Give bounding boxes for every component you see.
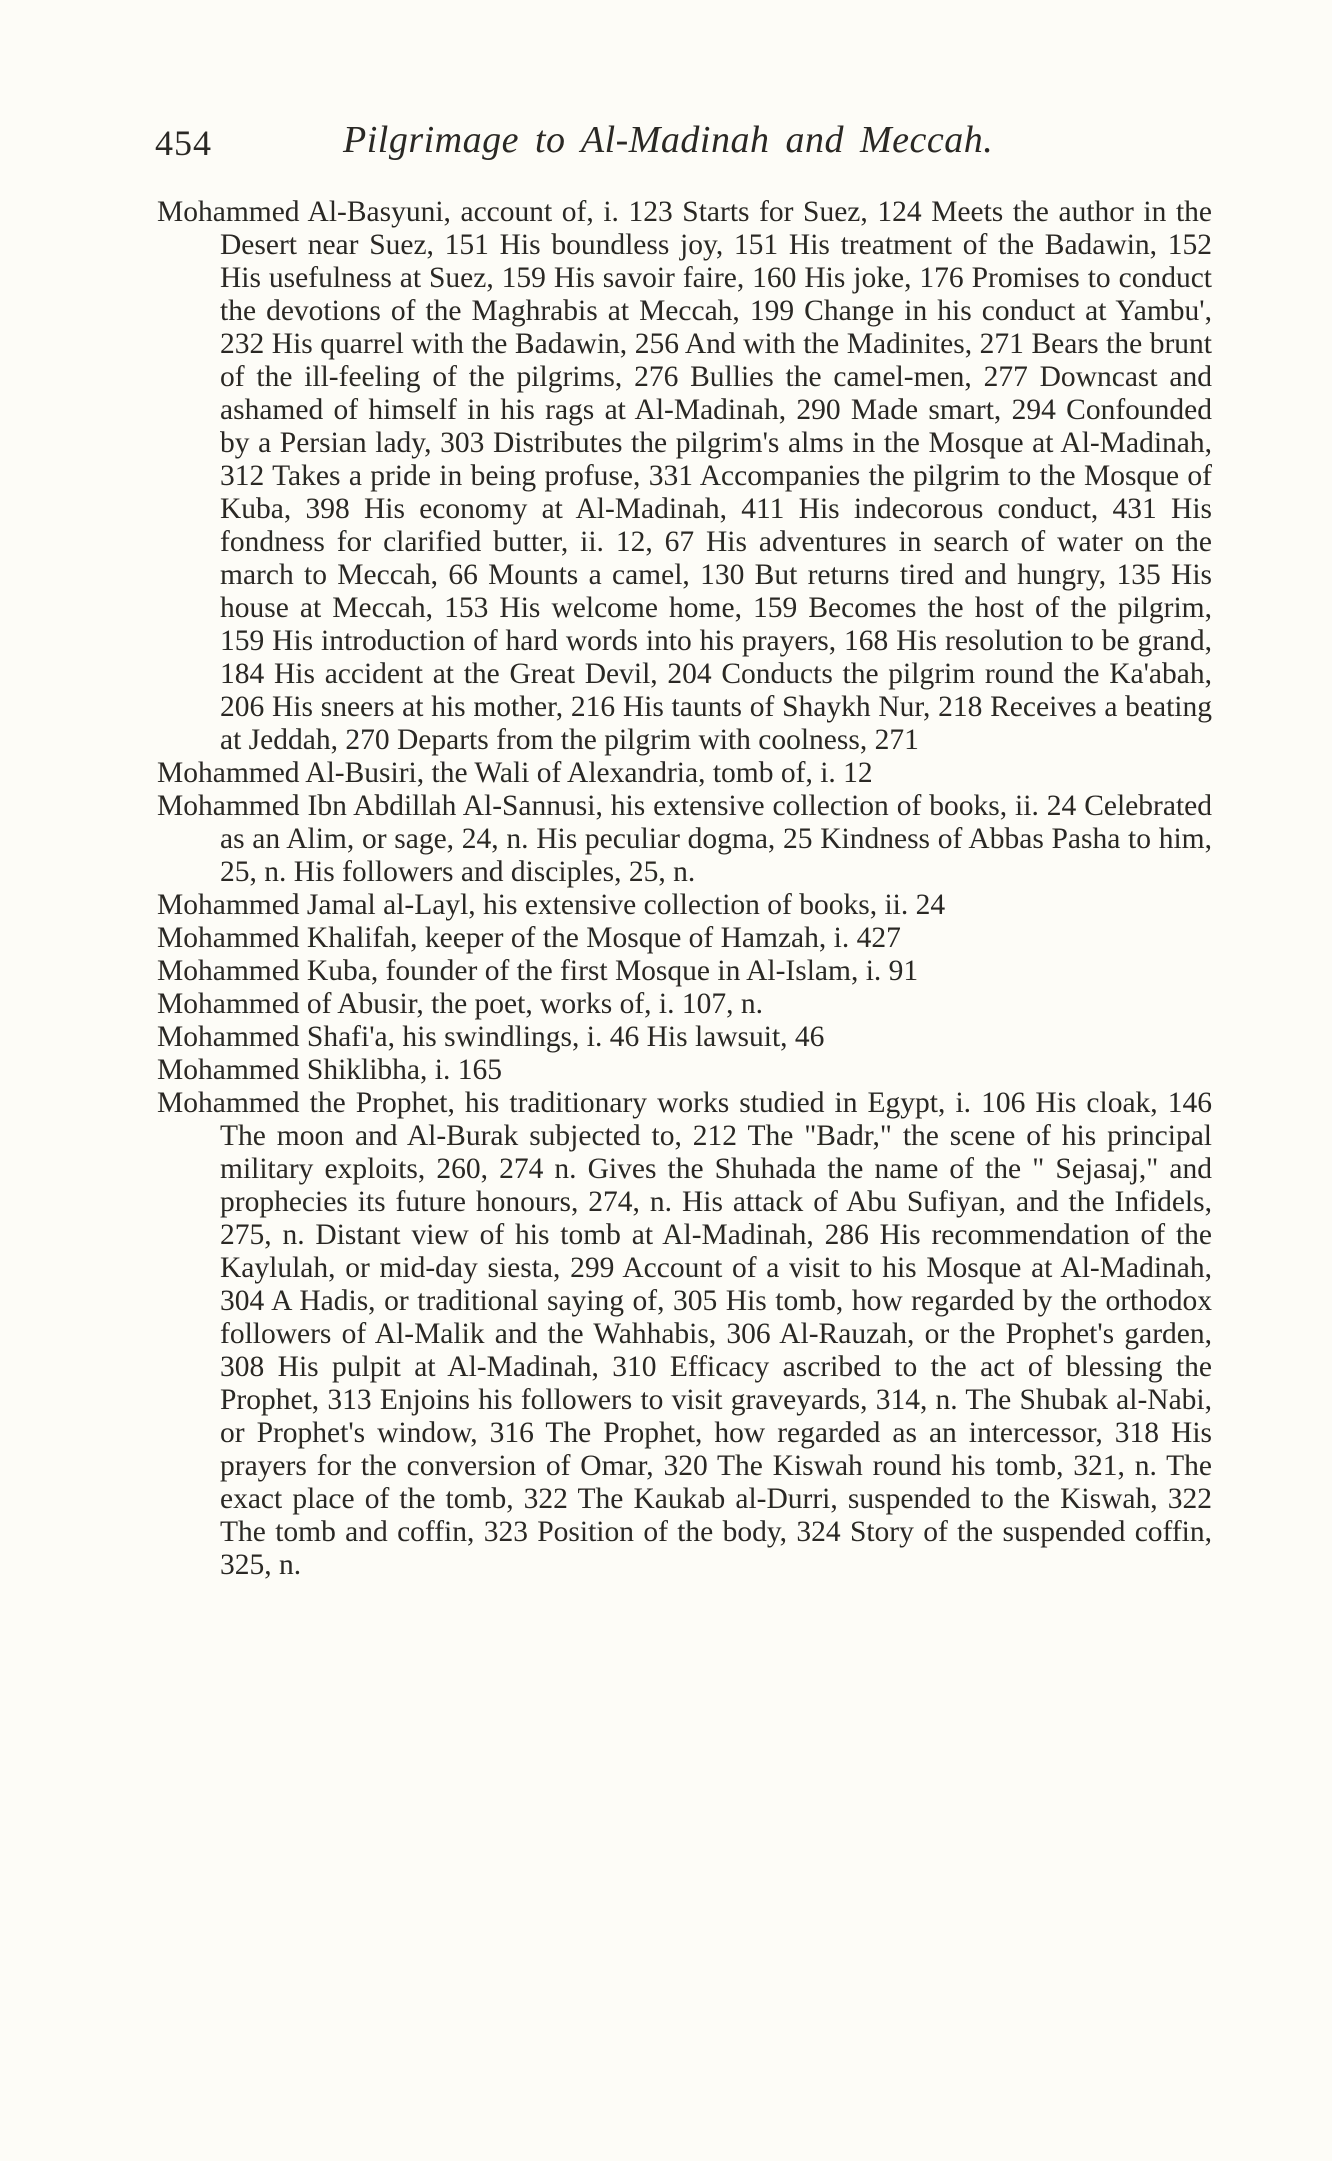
index-entry-shafia: Mohammed Shafi'a, his swindlings, i. 46 His lawsuit, 46	[157, 1021, 825, 1053]
index-entry-abusir: Mohammed of Abusir, the poet, works of, i. 107, n.	[157, 988, 763, 1020]
index-entry-jamal-al-layl: Mohammed Jamal al-Layl, his extensive collection of books, ii. 24	[157, 889, 946, 921]
running-head	[155, 112, 1215, 172]
page-title: Pilgrimage to Al-Madinah and Meccah.	[343, 119, 994, 161]
index-entry-khalifah: Mohammed Khalifah, keeper of the Mosque of Hamzah, i. 427	[157, 922, 901, 954]
index-entry-shiklibha: Mohammed Shiklibha, i. 165	[157, 1054, 502, 1086]
index-entry-kuba: Mohammed Kuba, founder of the first Mosque in Al-Islam, i. 91	[157, 955, 919, 987]
page-number: 454	[155, 123, 212, 163]
index-entries	[157, 196, 1212, 1582]
index-entry-al-sannusi: Mohammed Ibn Abdillah Al-Sannusi, his extensive collection of books, ii. 24 Celebrated as an Alim, or sage, 24, n. His peculiar dogma, 25 Kindness of Abbas Pasha to him, 25, n. His followers and disciples, 25, n.	[157, 790, 1212, 888]
index-entry-al-basyuni: Mohammed Al-Basyuni, account of, i. 123 Starts for Suez, 124 Meets the author in the Desert near Suez, 151 His boundless joy, 151 His treatment of the Badawin, 152 His usefulness at Suez, 159 His savoir faire, 160 His joke, 176 Promises to conduct the devotions of the Maghrabis at Meccah, 199 Change in his conduct at Yambu', 232 His quarrel with the Badawin, 256 And with the Madinites, 271 Bears the brunt of the ill-feeling of the pilgrims, 276 Bullies the camel-men, 277 Downcast and ashamed of himself in his rags at Al-Madinah, 290 Made smart, 294 Confounded by a Persian lady, 303 Distributes the pilgrim's alms in the Mosque at Al-Madinah, 312 Takes a pride in being profuse, 331 Accompanies the pilgrim to the Mosque of Kuba, 398 His economy at Al-Madinah, 411 His indecorous conduct, 431 His fondness for clarified butter, ii. 12, 67 His adventures in search of water on the march to Meccah, 66 Mounts a camel, 130 But returns tired and hungry, 135 His house at Meccah, 153 His welcome home, 159 Becomes the host of the pilgrim, 159 His introduction of hard words into his prayers, 168 His resolution to be grand, 184 His accident at the Great Devil, 204 Conducts the pilgrim round the Ka'abah, 206 His sneers at his mother, 216 His taunts of Shaykh Nur, 218 Receives a beating at Jeddah, 270 Departs from the pilgrim with coolness, 271	[157, 196, 1212, 756]
index-entry-the-prophet: Mohammed the Prophet, his traditionary works studied in Egypt, i. 106 His cloak, 146 The moon and Al-Burak subjected to, 212 The "Badr," the scene of his principal military exploits, 260, 274 n. Gives the Shuhada the name of the " Sejasaj," and prophecies its future honours, 274, n. His attack of Abu Sufiyan, and the Infidels, 275, n. Distant view of his tomb at Al-Madinah, 286 His recommendation of the Kaylulah, or mid-day siesta, 299 Account of a visit to his Mosque at Al-Madinah, 304 A Hadis, or traditional saying of, 305 His tomb, how regarded by the orthodox followers of Al-Malik and the Wahhabis, 306 Al-Rauzah, or the Prophet's garden, 308 His pulpit at Al-Madinah, 310 Efficacy ascribed to the act of blessing the Prophet, 313 Enjoins his followers to visit graveyards, 314, n. The Shubak al-Nabi, or Prophet's window, 316 The Prophet, how regarded as an intercessor, 318 His prayers for the conversion of Omar, 320 The Kiswah round his tomb, 321, n. The exact place of the tomb, 322 The Kaukab al-Durri, suspended to the Kiswah, 322 The tomb and coffin, 323 Position of the body, 324 Story of the suspended coffin, 325, n.	[157, 1087, 1212, 1581]
index-entry-al-busiri: Mohammed Al-Busiri, the Wali of Alexandria, tomb of, i. 12	[157, 757, 873, 789]
